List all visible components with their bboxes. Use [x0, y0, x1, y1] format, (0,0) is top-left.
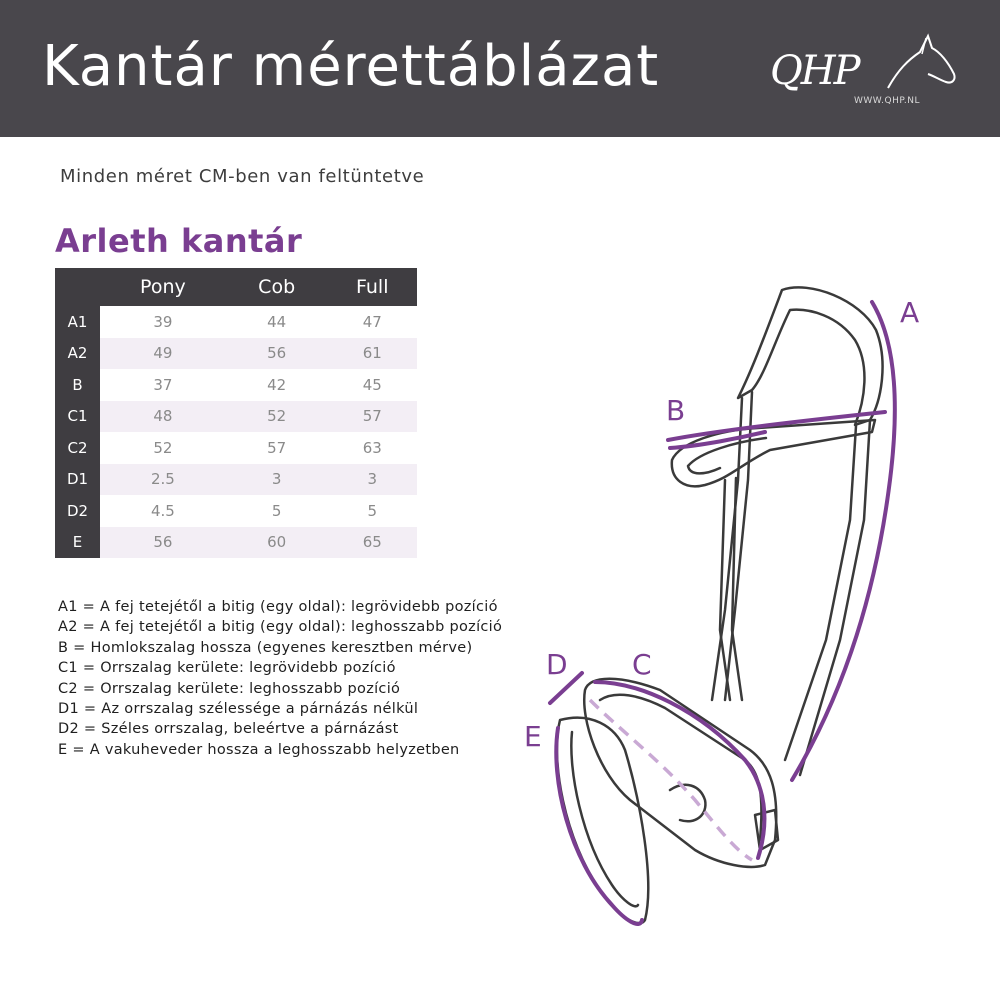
row-label: A2 [55, 338, 100, 370]
table-cell: 57 [226, 432, 328, 464]
legend-item: C2 = Orrszalag kerülete: leghosszabb pozíció [58, 680, 401, 697]
table-cell: 56 [226, 338, 328, 370]
measure-line-c [595, 682, 764, 858]
qhp-logo [768, 30, 958, 110]
legend-item: E = A vakuheveder hossza a leghosszabb helyzetben [58, 741, 460, 758]
table-cell: 63 [328, 432, 417, 464]
table-header-row [55, 268, 417, 306]
column-header: Pony [100, 268, 226, 306]
table-row [55, 306, 417, 338]
row-label: D1 [55, 464, 100, 496]
table-cell: 39 [100, 306, 226, 338]
row-label: E [55, 527, 100, 559]
measure-line-e-dashed [590, 700, 752, 860]
table-cell: 47 [328, 306, 417, 338]
column-header: Full [328, 268, 417, 306]
measure-line-a [792, 302, 895, 780]
diagram-label-a: A [900, 296, 920, 329]
table-row [55, 495, 417, 527]
table-row [55, 401, 417, 433]
table-cell: 37 [100, 369, 226, 401]
diagram-label-e: E [524, 720, 542, 753]
header-banner [0, 0, 1000, 137]
table-cell: 2.5 [100, 464, 226, 496]
legend-item: A1 = A fej tetejétől a bitig (egy oldal): legrövidebb pozíció [58, 599, 498, 615]
table-cell: 56 [100, 527, 226, 559]
bridle-illustration [520, 280, 980, 940]
table-cell: 5 [226, 495, 328, 527]
table-cell: 52 [226, 401, 328, 433]
table-cell: 42 [226, 369, 328, 401]
diagram-label-c: C [632, 648, 652, 681]
table-row [55, 369, 417, 401]
column-header: Cob [226, 268, 328, 306]
legend-item: A2 = A fej tetejétől a bitig (egy oldal): leghosszabb pozíció [58, 619, 503, 636]
table-row [55, 527, 417, 559]
table-corner-cell [55, 268, 100, 306]
legend-item: D1 = Az orrszalag szélessége a párnázás nélkül [58, 701, 419, 718]
horse-head-icon [868, 30, 958, 100]
table-cell: 3 [226, 464, 328, 496]
bridle-diagram [520, 280, 980, 940]
row-label: C2 [55, 432, 100, 464]
table-cell: 5 [328, 495, 417, 527]
product-title: Arleth kantár [55, 222, 303, 260]
row-label: C1 [55, 401, 100, 433]
diagram-label-b: B [666, 394, 686, 427]
table-cell: 48 [100, 401, 226, 433]
logo-url: WWW.QHP.NL [854, 96, 921, 106]
diagram-label-d: D [546, 648, 568, 681]
table-cell: 61 [328, 338, 417, 370]
row-label: A1 [55, 306, 100, 338]
size-table [55, 268, 417, 558]
table-cell: 57 [328, 401, 417, 433]
table-cell: 49 [100, 338, 226, 370]
legend-item: B = Homlokszalag hossza (egyenes keresztben mérve) [58, 639, 473, 656]
row-label: D2 [55, 495, 100, 527]
units-note: Minden méret CM-ben van feltüntetve [60, 166, 425, 187]
table-cell: 60 [226, 527, 328, 559]
table-cell: 65 [328, 527, 417, 559]
row-label: B [55, 369, 100, 401]
table-cell: 4.5 [100, 495, 226, 527]
table-row [55, 432, 417, 464]
logo-wordmark: QHP [770, 48, 859, 94]
table-cell: 44 [226, 306, 328, 338]
table-cell: 45 [328, 369, 417, 401]
legend-item: C1 = Orrszalag kerülete: legrövidebb pozíció [58, 660, 396, 677]
legend-item: D2 = Széles orrszalag, beleértve a párnázást [58, 721, 399, 738]
table-cell: 3 [328, 464, 417, 496]
table-row [55, 338, 417, 370]
table-row [55, 464, 417, 496]
table-cell: 52 [100, 432, 226, 464]
page-title: Kantár mérettáblázat [42, 34, 660, 99]
measurement-legend [58, 597, 502, 760]
